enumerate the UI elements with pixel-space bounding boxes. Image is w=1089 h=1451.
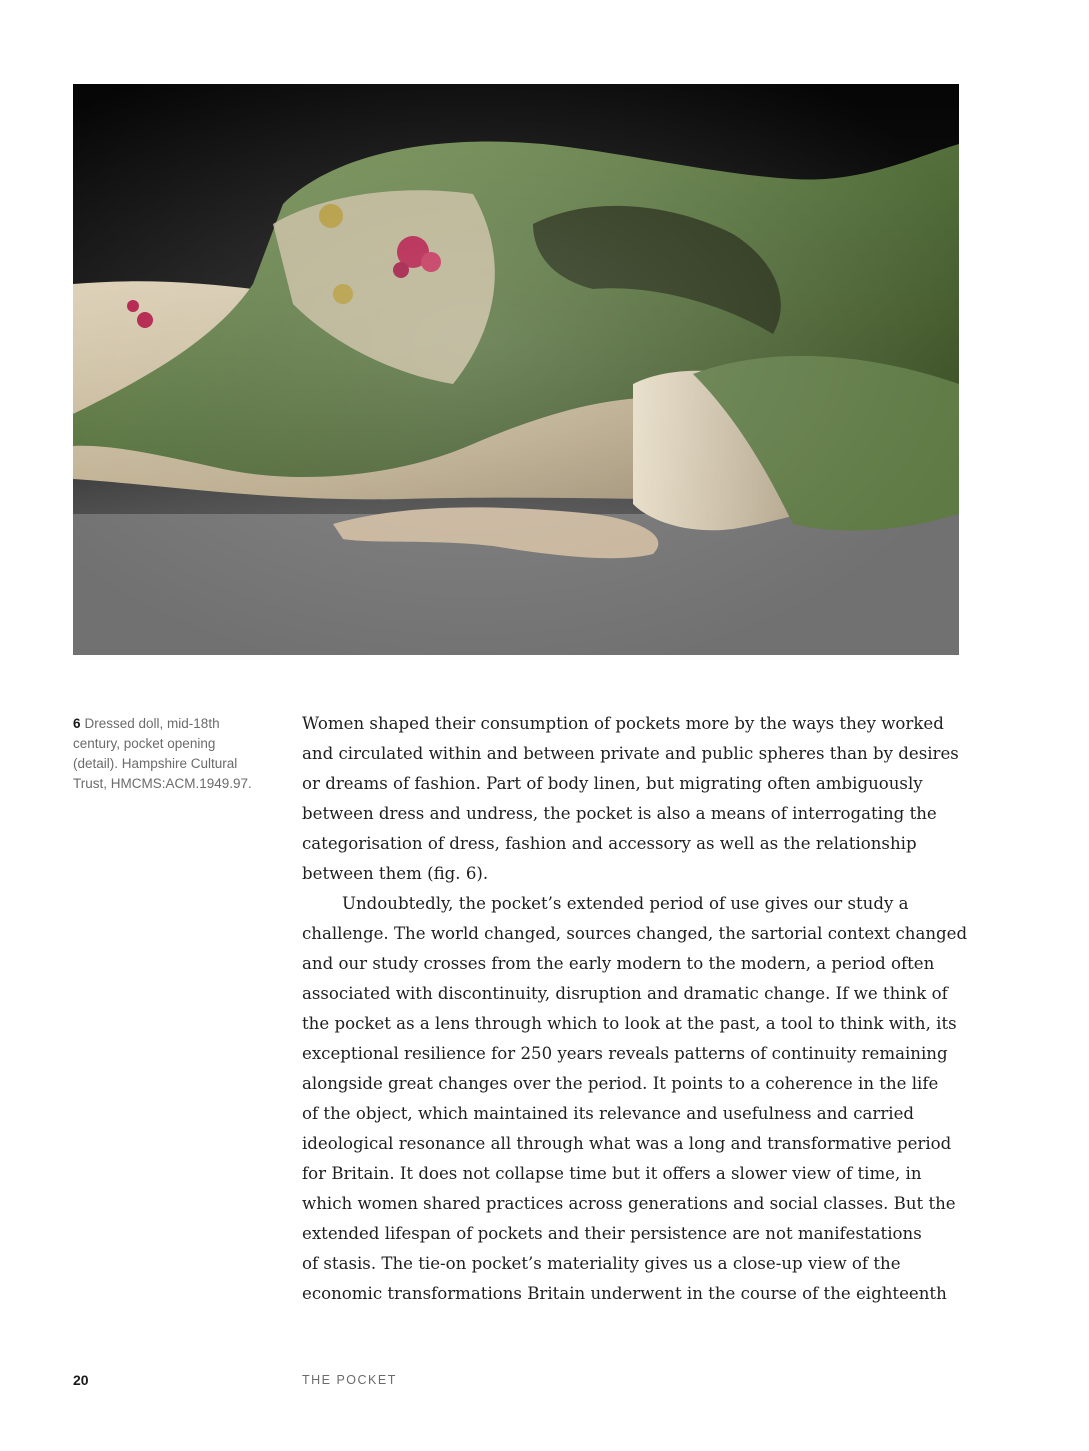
text-line: between them (fig. 6). [302,864,489,883]
caption-line: Trust, HMCMS:ACM.1949.97. [73,776,252,791]
text-line: exceptional resilience for 250 years reveals patterns of continuity remaining [302,1044,948,1063]
text-line: of the object, which maintained its relevance and usefulness and carried [302,1104,915,1123]
text-line: categorisation of dress, fashion and accessory as well as the relationship [302,834,917,853]
dressed-doll-image [73,84,959,655]
text-line: and our study crosses from the early modern to the modern, a period often [302,954,935,973]
text-line: or dreams of fashion. Part of body linen, but migrating often ambiguously [302,774,923,793]
text-line: between dress and undress, the pocket is also a means of interrogating the [302,804,937,823]
text-line: ideological resonance all through what was a long and transformative period [302,1134,952,1153]
page-number: 20 [73,1372,89,1388]
text-line: alongside great changes over the period. It points to a coherence in the life [302,1074,939,1093]
body-text [302,709,968,1309]
text-line: Women shaped their consumption of pockets more by the ways they worked [302,714,944,733]
running-head: THE POCKET [302,1373,397,1387]
figure-number: 6 [73,716,81,731]
text-line: the pocket as a lens through which to look at the past, a tool to think with, its [302,1014,957,1033]
text-line: associated with discontinuity, disruption and dramatic change. If we think of [302,984,948,1003]
caption-line: (detail). Hampshire Cultural [73,756,238,771]
text-line: economic transformations Britain underwent in the course of the eighteenth [302,1284,947,1303]
paragraph [302,709,962,889]
figure-caption [73,714,263,794]
caption-line: century, pocket opening [73,736,216,751]
text-line: which women shared practices across generations and social classes. But the [302,1194,956,1213]
caption-line: Dressed doll, mid-18th [84,716,220,731]
text-line: Undoubtedly, the pocket’s extended period of use gives our study a [342,894,909,913]
text-line: challenge. The world changed, sources changed, the sartorial context changed [302,924,968,943]
paragraph [302,889,968,1309]
text-line: extended lifespan of pockets and their persistence are not manifestations [302,1224,922,1243]
text-line: for Britain. It does not collapse time but it offers a slower view of time, in [302,1164,922,1183]
figure-photo [73,84,959,655]
text-line: of stasis. The tie-on pocket’s materiality gives us a close-up view of the [302,1254,901,1273]
text-line: and circulated within and between private and public spheres than by desires [302,744,959,763]
